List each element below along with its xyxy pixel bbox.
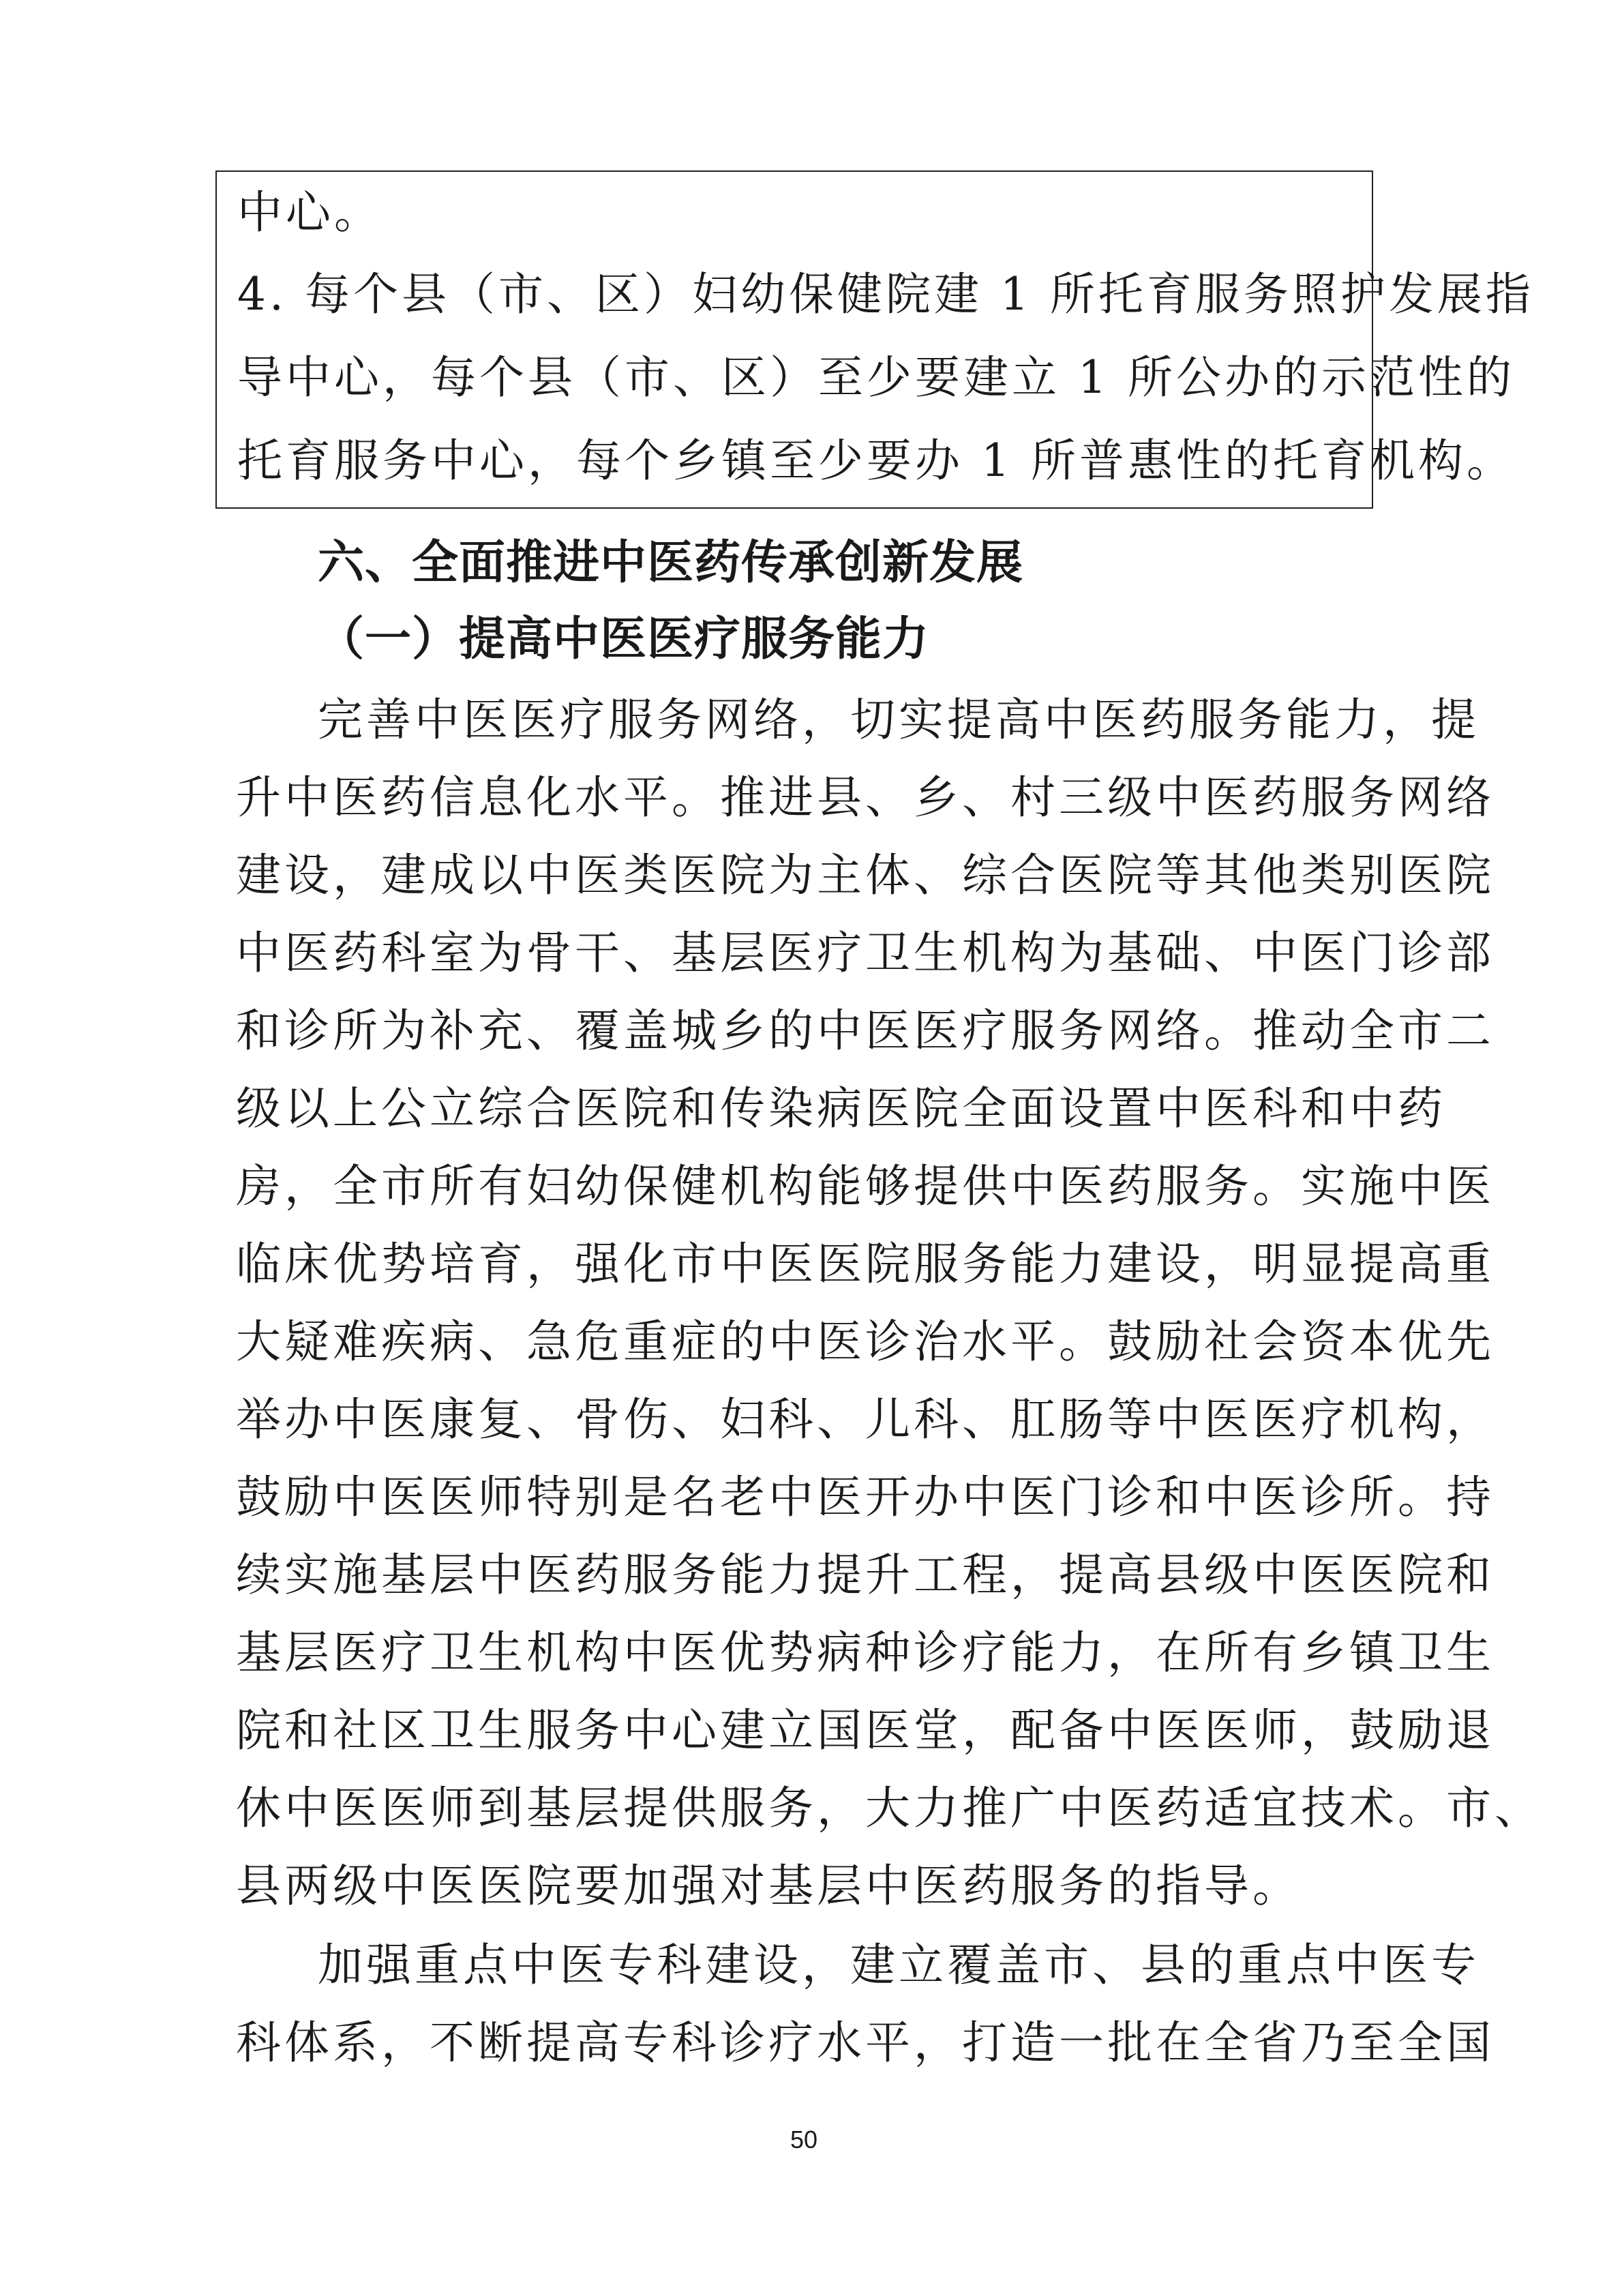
box-line: 中心。 [237, 186, 382, 239]
page-number: 50 [790, 2126, 818, 2153]
paragraph-line: 中医药科室为骨干、基层医疗卫生机构为基础、中医门诊部 [236, 927, 1495, 979]
paragraph-line: 院和社区卫生服务中心建立国医堂，配备中医医师，鼓励退 [236, 1704, 1495, 1757]
paragraph-line: 续实施基层中医药服务能力提升工程，提高县级中医医院和 [236, 1549, 1495, 1601]
box-line: 4. 每个县（市、区）妇幼保健院建 1 所托育服务照护发展指 [237, 268, 1534, 320]
paragraph-line: 大疑难疾病、急危重症的中医诊治水平。鼓励社会资本优先 [236, 1315, 1495, 1368]
paragraph-line: 级以上公立综合医院和传染病医院全面设置中医科和中药 [236, 1082, 1446, 1135]
section-subheading: （一）提高中医医疗服务能力 [318, 612, 930, 666]
paragraph-line: 建设，建成以中医类医院为主体、综合医院等其他类别医院 [236, 849, 1495, 901]
box-line: 导中心，每个县（市、区）至少要建立 1 所公办的示范性的 [237, 351, 1515, 404]
paragraph-line: 基层医疗卫生机构中医优势病种诊疗能力，在所有乡镇卫生 [236, 1626, 1495, 1679]
paragraph-line: 房，全市所有妇幼保健机构能够提供中医药服务。实施中医 [236, 1160, 1495, 1212]
boxed-note [215, 170, 1534, 509]
paragraph-line: 举办中医康复、骨伤、妇科、儿科、肛肠等中医医疗机构， [236, 1393, 1495, 1446]
paragraph-line: 临床优势培育，强化市中医医院服务能力建设，明显提高重 [236, 1238, 1495, 1290]
paragraph-line: 县两级中医医院要加强对基层中医药服务的指导。 [236, 1860, 1301, 1912]
paragraph-line: 完善中医医疗服务网络，切实提高中医药服务能力，提 [318, 694, 1480, 746]
paragraph-line: 和诊所为补充、覆盖城乡的中医医疗服务网络。推动全市二 [236, 1004, 1495, 1057]
paragraph-line: 科体系，不断提高专科诊疗水平，打造一批在全省乃至全国 [236, 2016, 1495, 2069]
paragraph-line: 鼓励中医医师特别是名老中医开办中医门诊和中医诊所。持 [236, 1471, 1495, 1523]
box-line: 托育服务中心，每个乡镇至少要办 1 所普惠性的托育机构。 [237, 434, 1515, 487]
paragraph-line: 休中医医师到基层提供服务，大力推广中医药适宜技术。市、 [236, 1782, 1543, 1834]
paragraph-line: 加强重点中医专科建设，建立覆盖市、县的重点中医专 [318, 1939, 1480, 1991]
section-heading: 六、全面推进中医药传承创新发展 [318, 536, 1024, 590]
paragraph-line: 升中医药信息化水平。推进县、乡、村三级中医药服务网络 [236, 771, 1495, 824]
